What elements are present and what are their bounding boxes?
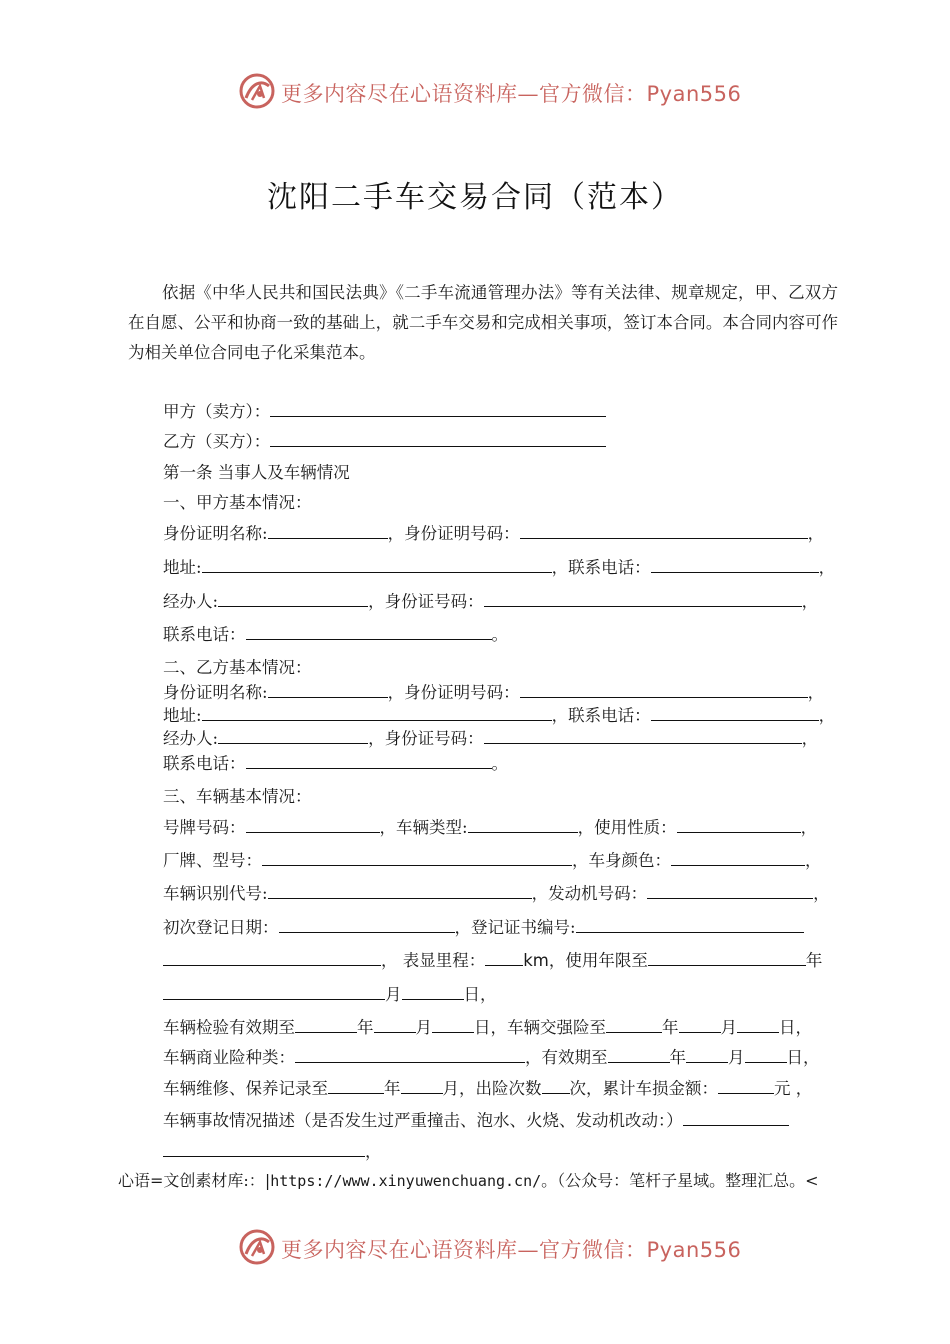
b-agent-line: 经办人: ，身份证号码： ，	[163, 725, 818, 749]
b-id-no-blank[interactable]	[520, 680, 808, 698]
wechat-id: Pyan556	[646, 82, 742, 106]
a-contact-blank[interactable]	[246, 622, 492, 640]
b-agent-blank[interactable]	[218, 726, 368, 744]
party-b-line: 乙方（买方）：	[163, 428, 606, 452]
vin-line: 车辆识别代号: ，发动机号码： ，	[163, 880, 830, 904]
a-id-name-blank[interactable]	[268, 521, 388, 539]
reg-cert-blank[interactable]	[576, 915, 804, 933]
life-year-blank[interactable]	[648, 948, 806, 966]
b-address-line: 地址: ，联系电话： ，	[163, 702, 835, 726]
insp-month-blank[interactable]	[374, 1015, 416, 1033]
ctp-day-blank[interactable]	[737, 1015, 779, 1033]
valid-day-blank[interactable]	[745, 1045, 787, 1063]
a-address-line: 地址: ，联系电话： ，	[163, 554, 835, 578]
usage-blank[interactable]	[677, 815, 801, 833]
wechat-id: Pyan556	[646, 1238, 742, 1262]
banner-text: 更多内容尽在心语资料库—官方微信：Pyan556	[281, 1238, 742, 1262]
accident-blank[interactable]	[683, 1108, 789, 1126]
commercial-type-blank[interactable]	[295, 1045, 525, 1063]
maintenance-line: 车辆维修、保养记录至 年 月，出险次数 次，累计车损金额： 元 ，	[163, 1075, 812, 1099]
page-title: 沈阳二手车交易合同（范本）	[267, 180, 683, 215]
a-id-no-blank[interactable]	[520, 521, 808, 539]
a-agent-id-blank[interactable]	[484, 589, 802, 607]
b-agent-id-blank[interactable]	[484, 726, 802, 744]
ctp-year-blank[interactable]	[606, 1015, 662, 1033]
footer-banner	[0, 1228, 950, 1268]
life-date-line: 月 日，	[163, 981, 497, 1005]
valid-month-blank[interactable]	[686, 1045, 728, 1063]
life-month-blank[interactable]	[163, 982, 385, 1000]
source-url[interactable]: https://www.xinyuwenchuang.cn/	[270, 1172, 542, 1190]
seal-logo-icon	[238, 72, 276, 110]
mileage-line: ， 表显里程： km，使用年限至 年	[163, 947, 822, 971]
reg-date-line: 初次登记日期： ，登记证书编号:	[163, 914, 804, 938]
b-address-blank[interactable]	[202, 703, 552, 721]
b-contact-line: 联系电话： 。	[163, 750, 508, 774]
damage-amount-blank[interactable]	[718, 1076, 774, 1094]
brand-line: 厂牌、型号： ，车身颜色： ，	[163, 847, 822, 871]
party-b-blank[interactable]	[270, 429, 606, 447]
b-phone-blank[interactable]	[651, 703, 819, 721]
accident-cont-blank[interactable]	[163, 1139, 365, 1157]
source-footer: 心语=文创素材库:：|https://www.xinyuwenchuang.cn/。（公众号：笔杆子星域。整理汇总。<	[118, 1171, 819, 1190]
a-agent-line: 经办人: ，身份证号码： ，	[163, 588, 818, 612]
vehicle-type-blank[interactable]	[468, 815, 578, 833]
intro-paragraph: 依据《中华人民共和国民法典》《二手车流通管理办法》等有关法律、规章规定，甲、乙双方在自愿、公平和协商一致的基础上，就二手车交易和完成相关事项，签订本合同。本合同内容可作为相关单位合同电子化采集范本。	[128, 283, 838, 362]
inspection-line: 车辆检验有效期至 年 月 日，车辆交强险至 年 月 日，	[163, 1014, 812, 1038]
header-banner	[0, 72, 950, 112]
insp-year-blank[interactable]	[295, 1015, 357, 1033]
plate-line: 号牌号码： ，车辆类型: ，使用性质： ，	[163, 814, 817, 838]
article-1-heading: 第一条 当事人及车辆情况	[163, 463, 350, 482]
brand-blank[interactable]	[262, 848, 572, 866]
mileage-blank[interactable]	[485, 948, 523, 966]
insp-day-blank[interactable]	[432, 1015, 474, 1033]
section-a-heading: 一、甲方基本情况：	[163, 493, 312, 512]
section-c-heading: 三、车辆基本情况：	[163, 787, 312, 806]
commercial-line: 车辆商业险种类： ，有效期至 年 月 日，	[163, 1044, 820, 1068]
a-phone-blank[interactable]	[651, 555, 819, 573]
seal-logo-icon	[238, 1228, 276, 1266]
accident-line: 车辆事故情况描述（是否发生过严重撞击、泡水、火烧、发动机改动：）	[163, 1107, 789, 1131]
life-day-blank[interactable]	[402, 982, 464, 1000]
party-a-blank[interactable]	[270, 399, 606, 417]
claims-count-blank[interactable]	[542, 1076, 570, 1094]
a-id-line: 身份证明名称: ，身份证明号码： ，	[163, 520, 824, 544]
a-contact-line: 联系电话： 。	[163, 621, 508, 645]
reg-date-blank[interactable]	[279, 915, 455, 933]
b-id-name-blank[interactable]	[268, 680, 388, 698]
valid-year-blank[interactable]	[608, 1045, 670, 1063]
a-agent-blank[interactable]	[218, 589, 368, 607]
a-address-blank[interactable]	[202, 555, 552, 573]
plate-blank[interactable]	[246, 815, 380, 833]
maint-year-blank[interactable]	[328, 1076, 384, 1094]
color-blank[interactable]	[671, 848, 805, 866]
section-b-heading: 二、乙方基本情况：	[163, 658, 312, 677]
vin-blank[interactable]	[268, 881, 532, 899]
banner-text: 更多内容尽在心语资料库—官方微信：Pyan556	[281, 82, 742, 106]
engine-blank[interactable]	[647, 881, 813, 899]
maint-month-blank[interactable]	[401, 1076, 443, 1094]
party-a-line: 甲方（卖方）：	[163, 398, 606, 422]
ctp-month-blank[interactable]	[679, 1015, 721, 1033]
accident-cont-line: ，	[163, 1138, 382, 1162]
reg-cert-cont-blank[interactable]	[163, 948, 381, 966]
b-contact-blank[interactable]	[246, 751, 492, 769]
b-id-line: 身份证明名称: ，身份证明号码： ，	[163, 679, 824, 703]
